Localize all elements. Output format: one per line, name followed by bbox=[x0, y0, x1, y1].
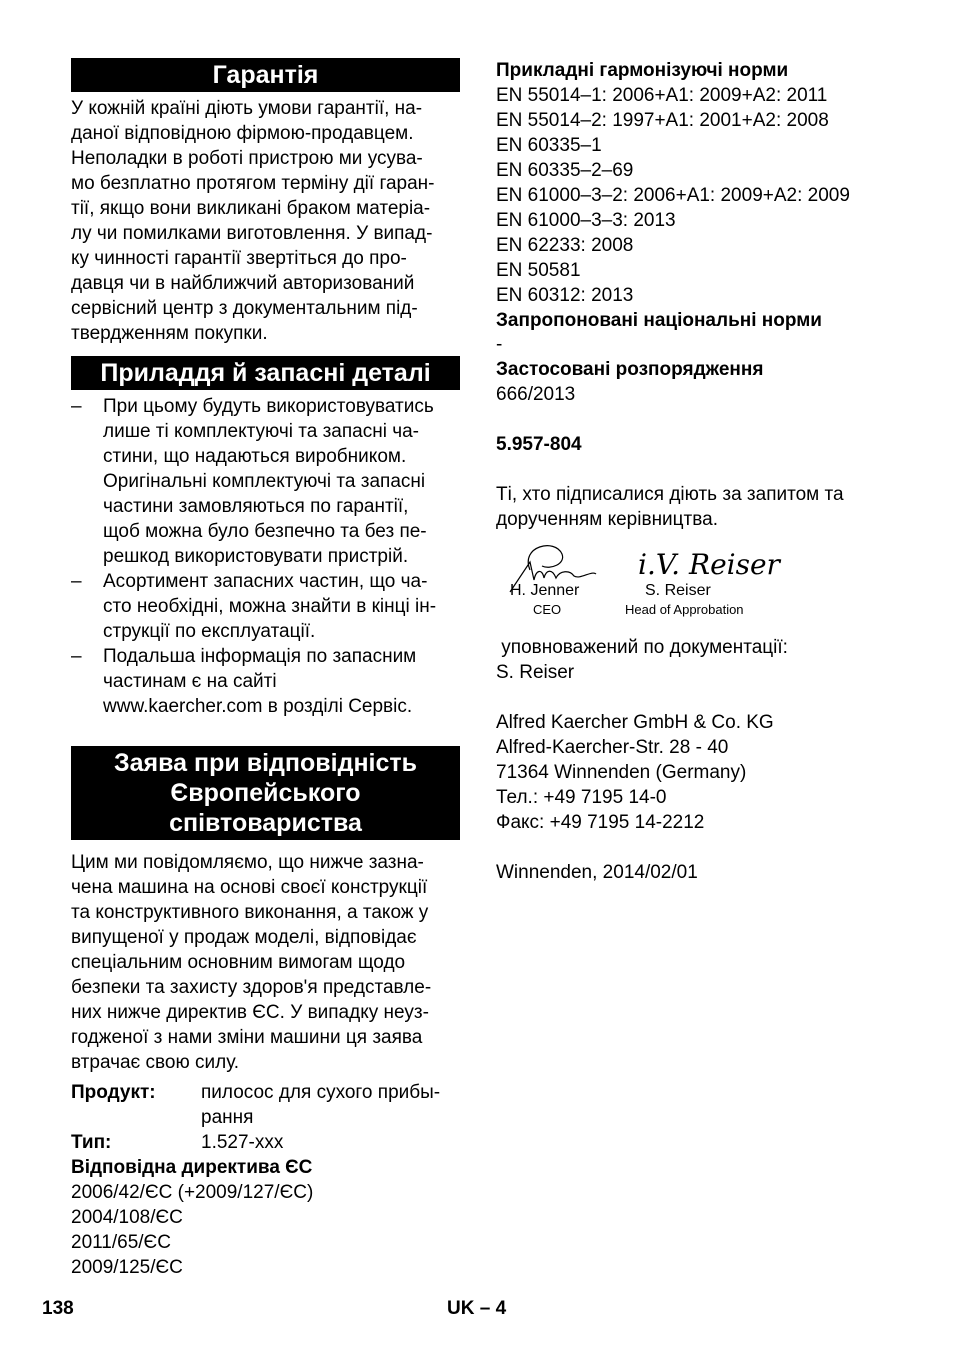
text-line: годженої з нами зміни машини ця заява bbox=[71, 1027, 423, 1048]
text-line: випущеної у продаж моделі, відповідає bbox=[71, 927, 417, 948]
text-line: сервісний центр з документальним під- bbox=[71, 298, 418, 319]
norm-item: EN 62233: 2008 bbox=[496, 235, 634, 256]
norm-item: EN 61000–3–3: 2013 bbox=[496, 210, 676, 231]
text-line: спеціальним основним вимогам щодо bbox=[71, 952, 406, 973]
text-line: решкод використовувати пристрій. bbox=[103, 546, 409, 567]
text-line: та конструктивного виконання, а також у bbox=[71, 902, 429, 923]
text-line: них нижче директив ЄС. У випадку неуз- bbox=[71, 1002, 429, 1023]
directive-item: 2009/125/ЄС bbox=[71, 1257, 183, 1278]
list-item bbox=[71, 394, 460, 569]
page-number: 138 bbox=[42, 1298, 74, 1319]
text-line: даної відповідною фірмою-продавцем. bbox=[71, 123, 414, 144]
directive-item: 2006/42/ЄС (+2009/127/ЄС) bbox=[71, 1182, 314, 1203]
text-line: рання bbox=[201, 1107, 254, 1128]
text-line: Подальша інформація по запасним bbox=[103, 646, 417, 667]
regulations-heading: Застосовані розпорядження bbox=[496, 359, 764, 380]
signed-text-line: дорученням керівництва. bbox=[496, 509, 718, 530]
text-line: пилосос для сухого прибы- bbox=[201, 1082, 441, 1103]
text-line: ку чинності гарантії звертіться до про- bbox=[71, 248, 407, 269]
place-date: Winnenden, 2014/02/01 bbox=[496, 862, 698, 883]
text-line: частинам є на сайті bbox=[103, 671, 277, 692]
address-line: 71364 Winnenden (Germany) bbox=[496, 762, 747, 783]
product-value bbox=[201, 1080, 440, 1130]
text-line: Цим ми повідомляємо, що нижче зазна- bbox=[71, 852, 424, 873]
text-line: безпеки та захисту здоров'я представле- bbox=[71, 977, 432, 998]
dash-bullet: – bbox=[71, 396, 82, 417]
list-item bbox=[71, 569, 460, 644]
text-line: щоб можна було безпечно та без пе- bbox=[103, 521, 427, 542]
signer2-name: S. Reiser bbox=[645, 582, 711, 599]
left-column bbox=[71, 58, 460, 1280]
warranty-heading: Гарантія bbox=[71, 58, 460, 92]
text-line: При цьому будуть використовуватись bbox=[103, 396, 434, 417]
accessories-list bbox=[71, 394, 460, 719]
text-line: Оригінальні комплектуючі та запасні bbox=[103, 471, 426, 492]
heading-line: Заява при відповідність bbox=[113, 749, 418, 777]
directive-item: 2011/65/ЄС bbox=[71, 1232, 171, 1253]
text-line: мо безплатно протягом терміну дії гаран- bbox=[71, 173, 435, 194]
authorized-label: уповноважений по документації: bbox=[496, 637, 788, 658]
national-norms-heading: Запропоновані національні норми bbox=[496, 310, 822, 331]
text-line: давця чи в найближчий авторизований bbox=[71, 273, 415, 294]
text-line: струкції по експлуатації. bbox=[103, 621, 316, 642]
text-line: стини, що надаються виробником. bbox=[103, 446, 407, 467]
type-label: Тип: bbox=[71, 1132, 112, 1153]
right-column bbox=[496, 58, 916, 885]
signer1-name: H. Jenner bbox=[510, 582, 580, 599]
warranty-text bbox=[71, 96, 460, 346]
product-label: Продукт: bbox=[71, 1082, 156, 1103]
signature-reiser-icon bbox=[636, 542, 780, 587]
dash-bullet: – bbox=[71, 646, 82, 667]
norm-item: EN 60335–1 bbox=[496, 135, 602, 156]
text-line: частини замовляються по гарантії, bbox=[103, 496, 409, 517]
norm-item: EN 55014–1: 2006+A1: 2009+A2: 2011 bbox=[496, 85, 828, 106]
directive-heading: Відповідна директива ЄС bbox=[71, 1157, 313, 1178]
signer2-role: Head of Approbation bbox=[625, 602, 744, 617]
type-row bbox=[71, 1130, 460, 1155]
signer1-role: CEO bbox=[533, 602, 562, 617]
text-line: твердженням покупки. bbox=[71, 323, 268, 344]
text-line: втрачає свою силу. bbox=[71, 1052, 240, 1073]
signatures bbox=[496, 540, 916, 630]
norm-item: EN 61000–3–2: 2006+A1: 2009+A2: 2009 bbox=[496, 185, 850, 206]
signed-text-line: Ті, хто підписалися діють за запитом та bbox=[496, 484, 844, 505]
text-line: www.kaercher.com в розділі Сервіс. bbox=[103, 696, 413, 717]
address-line: Alfred Kaercher GmbH & Co. KG bbox=[496, 712, 774, 733]
address-line: Тел.: +49 7195 14-0 bbox=[496, 787, 667, 808]
declaration-text bbox=[71, 850, 460, 1075]
norm-item: EN 60335–2–69 bbox=[496, 160, 634, 181]
norm-item: EN 55014–2: 1997+A1: 2001+A2: 2008 bbox=[496, 110, 829, 131]
heading-line: співтовариства bbox=[169, 809, 362, 837]
product-row bbox=[71, 1080, 460, 1130]
dash-bullet: – bbox=[71, 571, 82, 592]
section-label: UK – 4 bbox=[447, 1298, 507, 1319]
directive-item: 2004/108/ЄС bbox=[71, 1207, 183, 1228]
accessories-heading: Приладдя й запасні деталі bbox=[71, 356, 460, 390]
national-norms-value: - bbox=[496, 334, 503, 355]
text-line: Асортимент запасних частин, що ча- bbox=[103, 571, 428, 592]
signature-reiser-script: i.V. Reiser bbox=[638, 548, 780, 581]
norm-item: EN 60312: 2013 bbox=[496, 285, 634, 306]
heading-line: Європейського bbox=[170, 779, 361, 807]
norms-heading: Прикладні гармонізуючі норми bbox=[496, 60, 789, 81]
type-value: 1.527-xxx bbox=[201, 1132, 284, 1153]
document-code: 5.957-804 bbox=[496, 434, 582, 455]
text-line: лише ті комплектуючі та запасні ча- bbox=[103, 421, 420, 442]
regulations-value: 666/2013 bbox=[496, 384, 576, 405]
text-line: тії, якщо вони викликані браком матеріа- bbox=[71, 198, 431, 219]
text-line: чена машина на основі своєї конструкції bbox=[71, 877, 428, 898]
address-line: Alfred-Kaercher-Str. 28 - 40 bbox=[496, 737, 729, 758]
text-line: Неполадки в роботі пристрою ми усува- bbox=[71, 148, 423, 169]
text-line: лу чи помилками виготовлення. У випад- bbox=[71, 223, 433, 244]
declaration-heading bbox=[71, 746, 460, 840]
authorized-name: S. Reiser bbox=[496, 662, 575, 683]
list-item bbox=[71, 644, 460, 719]
text-line: У кожній країні діють умови гарантії, на- bbox=[71, 98, 423, 119]
address-line: Факс: +49 7195 14-2212 bbox=[496, 812, 705, 833]
text-line: сто необхідні, можна знайти в кінці ін- bbox=[103, 596, 437, 617]
norm-item: EN 50581 bbox=[496, 260, 581, 281]
